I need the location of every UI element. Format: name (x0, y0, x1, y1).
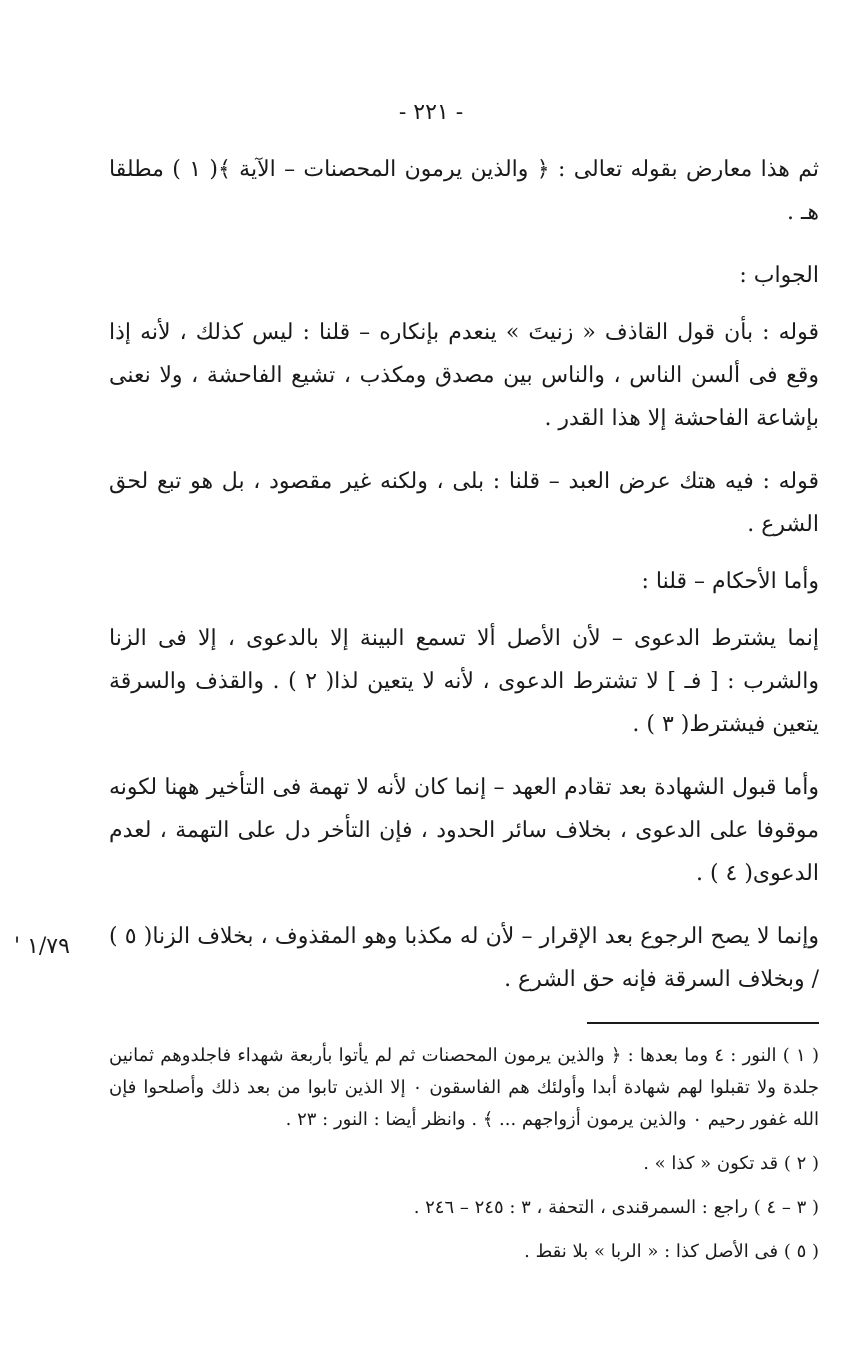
paragraph-answer-heading: الجواب : (739, 263, 819, 288)
paragraph-claim-condition: إنما يشترط الدعوى – لأن الأصل ألا تسمع البينة إلا بالدعوى ، إلا فى الزنا والشرب : [ فـ ] لا تشترط الدعوى ، لأنه لا يتعين لذا( ٢ ) . والقذف والسرقة يتعين فيشترط( ٣ ) . (109, 626, 819, 737)
paragraph-opening: ثم هذا معارض بقوله تعالى : ﴿ والذين يرمون المحصنات – الآية ﴾( ١ ) مطلقا هـ . (109, 157, 819, 225)
page-number: - ٢٢١ - (398, 100, 464, 125)
paragraph-retraction: وإنما لا يصح الرجوع بعد الإقرار – لأن له مكذبا وهو المقذوف ، بخلاف الزنا( ٥ ) / وبخلاف السرقة فإنه حق الشرع . (109, 924, 819, 992)
footnote-3-4: ( ٣ – ٤ ) راجع : السمرقندى ، التحفة ، ٣ : ٢٤٥ – ٢٤٦ . (413, 1197, 819, 1218)
paragraph-honor: قوله : فيه هتك عرض العبد – قلنا : بلى ، ولكنه غير مقصود ، بل هو تبع لحق الشرع . (109, 469, 819, 537)
margin-folio-reference: ١/٧٩ ' (14, 934, 70, 959)
footnote-5: ( ٥ ) فى الأصل كذا : « الربا » بلا نقط . (524, 1241, 819, 1262)
paragraph-qadhf-denial: قوله : بأن قول القاذف « زنيتَ » ينعدم بإنكاره – قلنا : ليس كذلك ، لأنه إذا وقع فى ألسن الناس ، والناس بين مصدق ومكذب ، تشيع الفاحشة ، ولا نعنى بإشاعة الفاحشة إلا هذا القدر . (109, 320, 819, 431)
paragraph-testimony-delay: وأما قبول الشهادة بعد تقادم العهد – إنما كان لأنه لا تهمة فى التأخير ههنا لكونه موقوفا على الدعوى ، بخلاف سائر الحدود ، فإن التأخر دل على التهمة ، لعدم الدعوى( ٤ ) . (109, 775, 819, 886)
footnote-divider (587, 1022, 819, 1024)
footnote-1: ( ١ ) النور : ٤ وما بعدها : ﴿ والذين يرمون المحصنات ثم لم يأتوا بأربعة شهداء فاجلدوهم ثمانين جلدة ولا تقبلوا لهم شهادة أبدا وأولئك هم الفاسقون ٠ إلا الذين تابوا من بعد ذلك وأصلحوا فإن الله غفور رحيم ٠ والذين يرمون أزواجهم ... ﴾ . وانظر أيضا : النور : ٢٣ . (109, 1045, 819, 1130)
paragraph-rulings-heading: وأما الأحكام – قلنا : (641, 569, 819, 594)
footnote-2: ( ٢ ) قد تكون « كذا » . (643, 1153, 819, 1174)
footnotes (109, 1040, 819, 1280)
main-text (109, 148, 819, 1021)
